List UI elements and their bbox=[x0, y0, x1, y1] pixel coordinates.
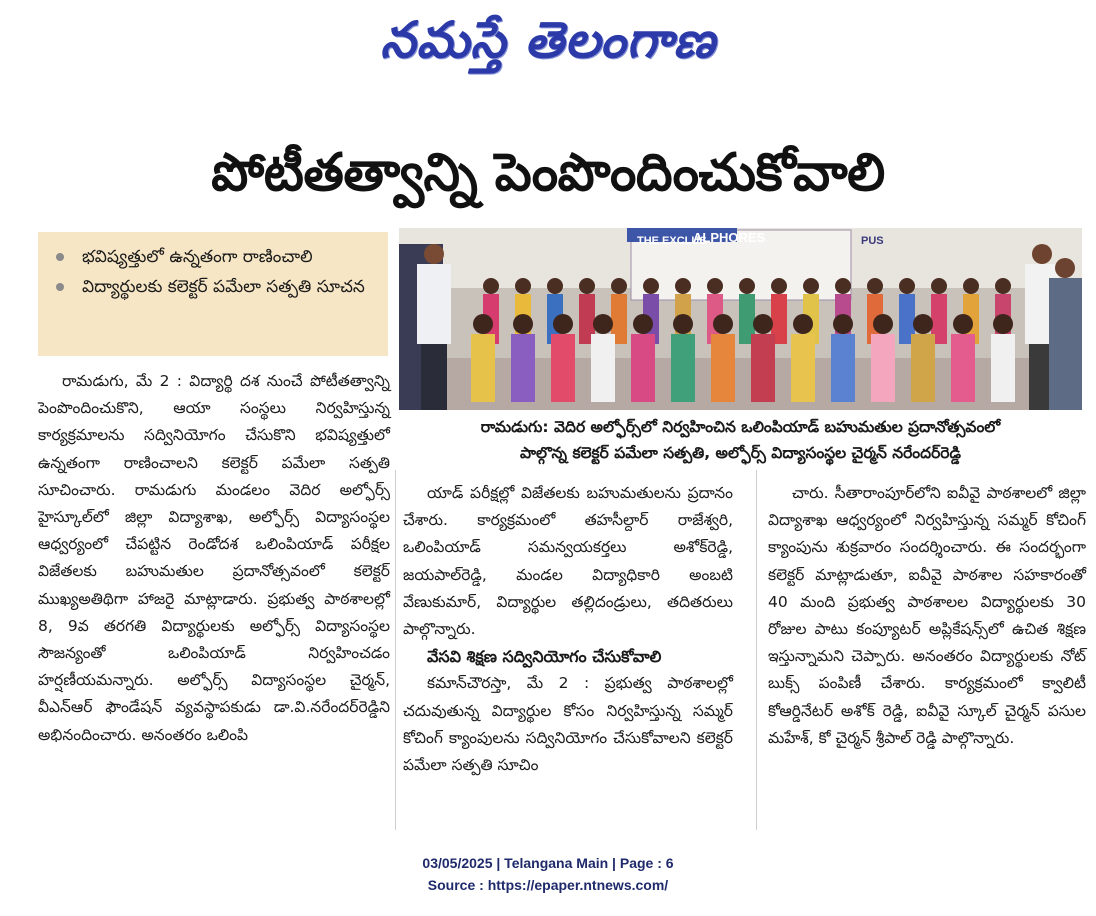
banner-text-right: PUS bbox=[861, 235, 884, 247]
highlights-box bbox=[38, 232, 388, 356]
masthead-logo: నమస్తే తెలంగాణ bbox=[380, 10, 716, 69]
caption-line: పాల్గొన్న కలెక్టర్ పమేలా సత్పతి, అల్ఫోర్స్ విద్యాసంస్థల చైర్మన్ నరేందర్‌రెడ్డి bbox=[520, 444, 961, 462]
article-column-3 bbox=[768, 480, 1086, 752]
column-divider bbox=[395, 470, 396, 830]
banner-text-left: THE EXCLUS bbox=[637, 235, 707, 247]
column-divider bbox=[756, 470, 757, 830]
article-subheading: వేసవి శిక్షణ సద్వినియోగం చేసుకోవాలి bbox=[427, 647, 662, 667]
article-column-2 bbox=[403, 480, 733, 779]
banner-brand: ALPHORES bbox=[693, 230, 766, 245]
article-headline: పోటీతత్వాన్ని పెంపొందించుకోవాలి bbox=[211, 143, 885, 203]
article-paragraph: కమాన్‌చౌరస్తా, మే 2 : ప్రభుత్వ పాఠశాలల్లో చదువుతున్న విద్యార్థుల కోసం నిర్వహిస్తున్న సమ్మర్ కోచింగ్ క్యాంపులను సద్వినియోగం చేసుకోవాలని కలెక్టర్ పమేలా సత్పతి సూచిం bbox=[403, 674, 733, 775]
article-paragraph: రామడుగు, మే 2 : విద్యార్థి దశ నుంచే పోటీతత్వాన్ని పెంపొందించుకొని, ఆయా సంస్థలు నిర్వహిస్తున్న కార్యక్రమాలను సద్వినియోగం చేసుకొని భవిష్యత్తులో ఉన్నతంగా రాణించాలని కలెక్టర్ పమేలా సత్పతి సూచించారు. రామడుగు మండలం వెదిర అల్ఫోర్స్ హైస్కూల్‌లో జిల్లా విద్యాశాఖ, అల్ఫోర్స్ విద్యాసంస్థల ఆధ్వర్యంలో చేపట్టిన రెండోదశ ఒలింపియాడ్ పరీక్షల విజేతలకు బహుమతుల ప్రదానోత్సవంలో కలెక్టర్ ముఖ్యఅతిథిగా హాజరై మాట్లాడారు. ప్రభుత్వ పాఠశాలల్లో 8, 9వ తరగతి విద్యార్థులకు అల్ఫోర్స్ విద్యాసంస్థల సౌజన్యంతో ఒలింపియాడ్ నిర్వహించడం హర్షణీయమన్నారు. అల్ఫోర్స్ విద్యాసంస్థల చైర్మన్, వీఎన్ఆర్ ఫౌండేషన్ వ్యవస్థాపకుడు డా.వి.నరేందర్‌రెడ్డిని అభినందించారు. అనంతరం ఒలింపి bbox=[38, 372, 390, 744]
highlight-text: విద్యార్థులకు కలెక్టర్ పమేలా సత్పతి సూచన bbox=[82, 277, 365, 297]
photo-caption bbox=[399, 414, 1082, 466]
article-paragraph: చారు. సీతారాంపూర్‌లోని ఐవీవై పాఠశాలలో జిల్లా విద్యాశాఖ ఆధ్వర్యంలో నిర్వహిస్తున్న సమ్మర్ కోచింగ్ క్యాంపును శుక్రవారం సందర్శించారు. ఈ సందర్భంగా కలెక్టర్ మాట్లాడుతూ, ఐవీవై పాఠశాల సహకారంతో 40 మంది ప్రభుత్వ పాఠశాలల విద్యార్థులకు 30 రోజుల పాటు కంప్యూటర్ అప్లికేషన్స్‌లో ఉచిత శిక్షణ ఇస్తున్నామని చెప్పారు. అనంతరం విద్యార్థులకు నోట్ బుక్స్ పంపిణీ చేశారు. కార్యక్రమంలో క్వాలిటీ కోఆర్డినేటర్ అశోక్ రెడ్డి, ఐవీవై స్కూల్ చైర్మన్ పసుల మహేశ్, కో చైర్మన్ శ్రీపాల్ రెడ్డి పాల్గొన్నారు. bbox=[768, 484, 1086, 747]
article-paragraph: యాడ్ పరీక్షల్లో విజేతలకు బహుమతులను ప్రదానం చేశారు. కార్యక్రమంలో తహసీల్దార్ రాజేశ్వరి, ఒలింపియాడ్ సమన్వయకర్తలు అశోక్‌రెడ్డి, జయపాల్‌రెడ్డి, మండల విద్యాధికారి అంబటి వేణుకుమార్, విద్యార్థుల తల్లిదండ్రులు, తదితరులు పాల్గొన్నారు. bbox=[403, 484, 733, 639]
highlight-item bbox=[52, 272, 374, 302]
footer-source-line: Source : https://epaper.ntnews.com/ bbox=[427, 877, 669, 893]
caption-line: రామడుగు: వెదిర అల్ఫోర్స్‌లో నిర్వహించిన ఒలింపియాడ్ బహుమతుల ప్రదానోత్సవంలో bbox=[480, 418, 1001, 436]
highlight-item bbox=[52, 242, 374, 272]
news-photo bbox=[399, 228, 1082, 410]
bullet-icon bbox=[56, 283, 64, 291]
bullet-icon bbox=[56, 253, 64, 261]
highlight-text: భవిష్యత్తులో ఉన్నతంగా రాణించాలి bbox=[82, 247, 313, 267]
footer-date-line: 03/05/2025 | Telangana Main | Page : 6 bbox=[422, 855, 674, 871]
article-column-1 bbox=[38, 368, 390, 749]
page-footer bbox=[0, 852, 1096, 896]
